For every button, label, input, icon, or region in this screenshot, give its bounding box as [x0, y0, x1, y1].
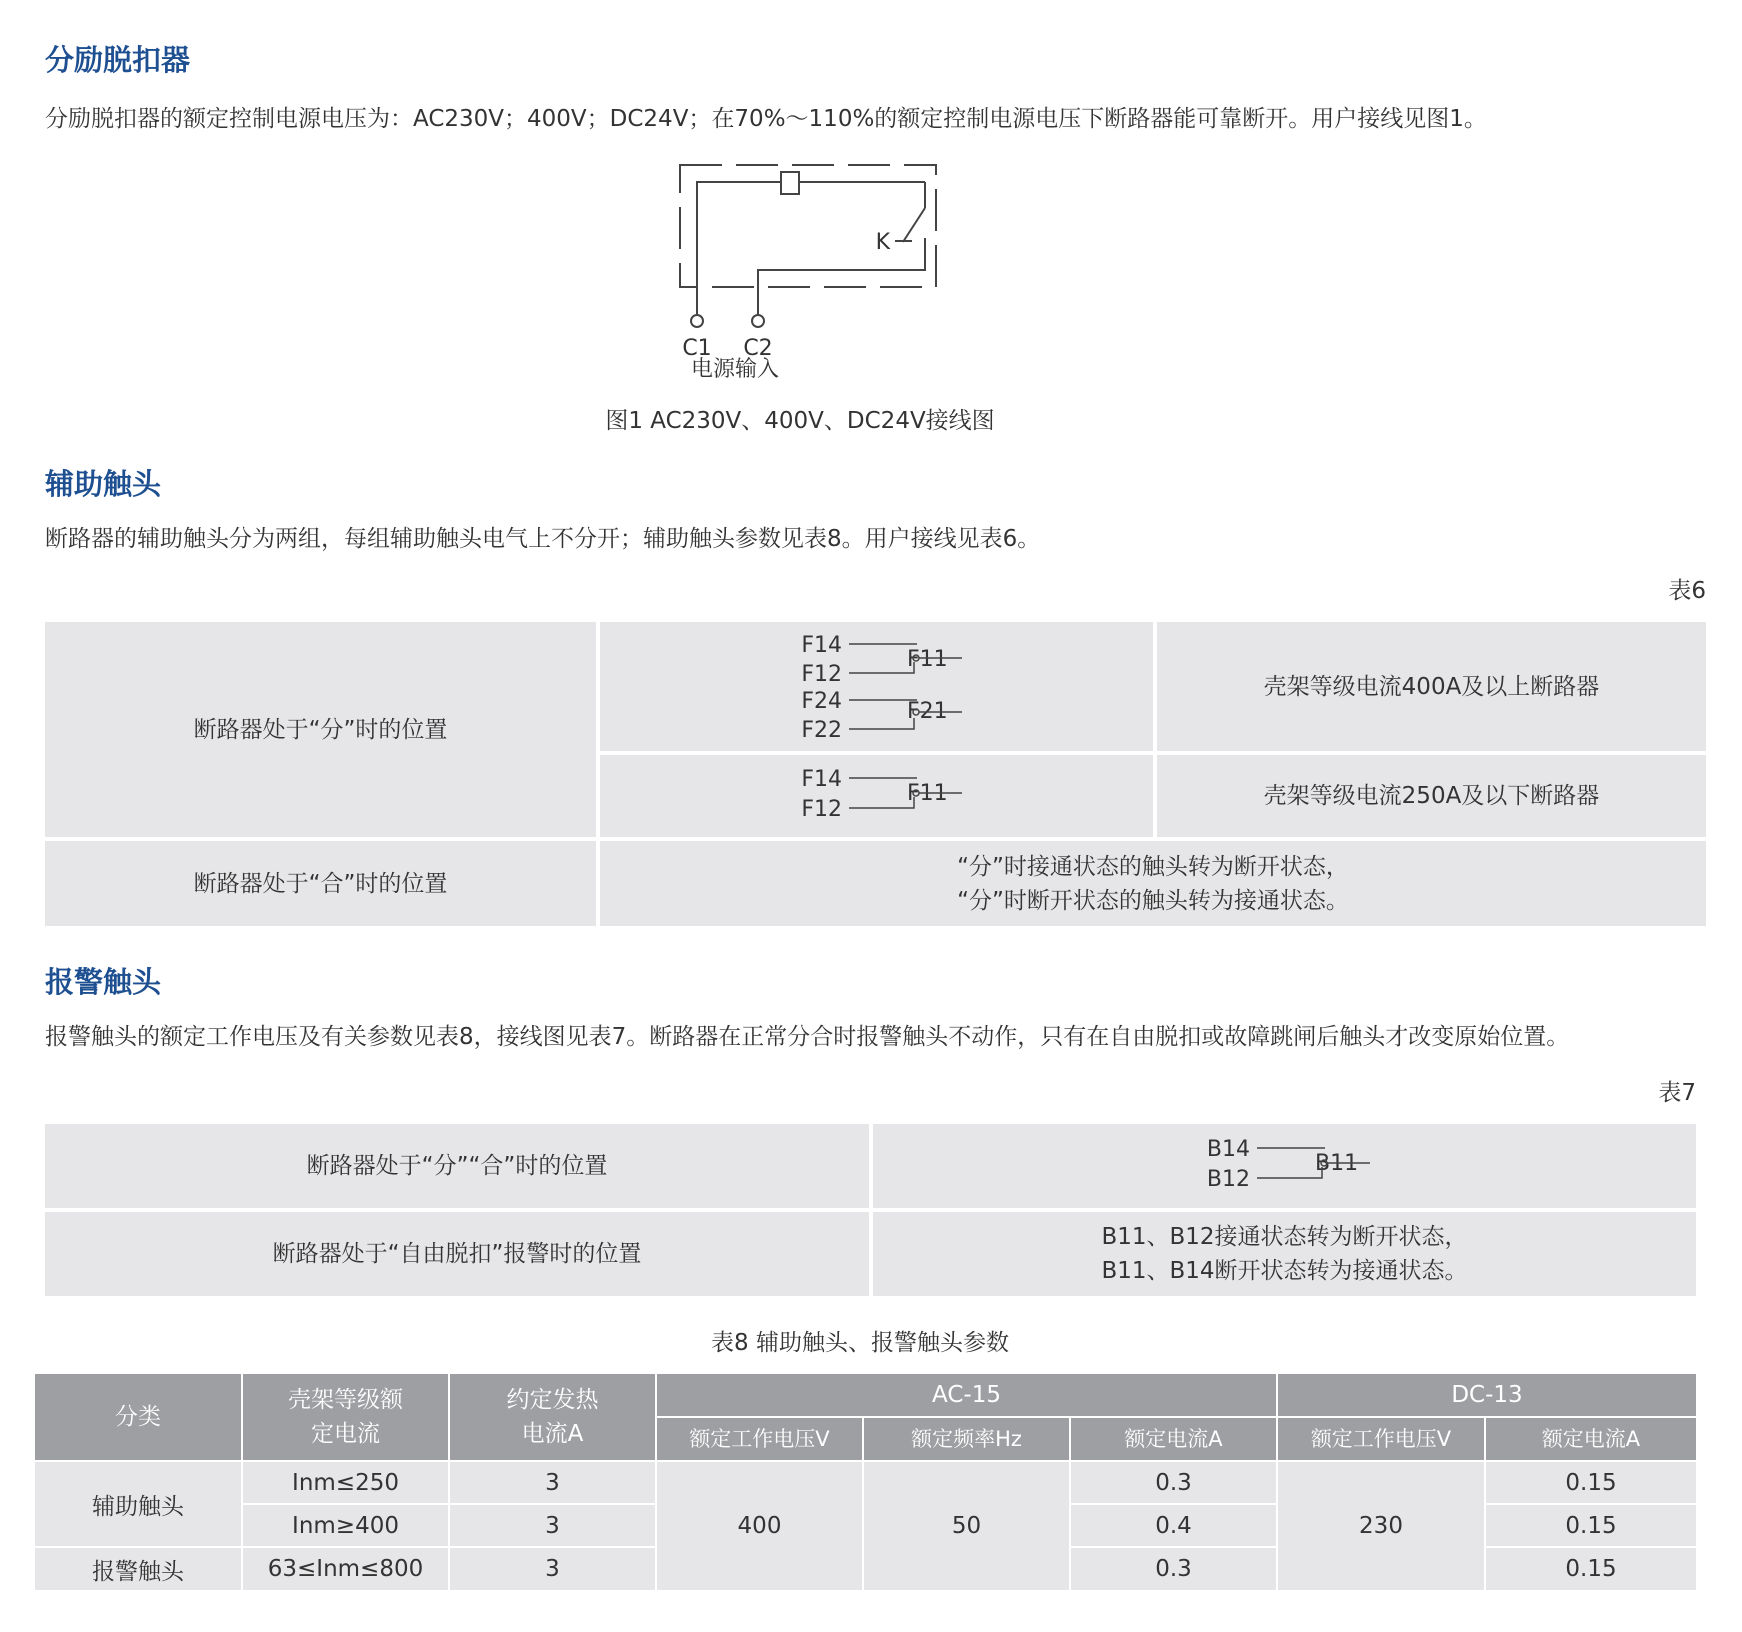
- table8-row3-ac-current: 0.3: [1071, 1548, 1276, 1590]
- label-f11: F11: [906, 781, 948, 806]
- terminal-c2-label: C2: [743, 336, 773, 361]
- label-f21: F21: [906, 699, 948, 724]
- table7-label: 表7: [1658, 1080, 1696, 1106]
- table6-row1b-diagram: [600, 755, 1153, 837]
- table7-row2-label: 断路器处于“自由脱扣”报警时的位置: [45, 1212, 869, 1296]
- table6-row1a-desc: 壳架等级电流400A及以上断路器: [1157, 622, 1706, 751]
- table6-row2-label: 断路器处于“合”时的位置: [45, 841, 596, 926]
- terminal-c1-label: C1: [682, 336, 712, 361]
- section-title-auxiliary-contacts: 辅助触头: [45, 467, 162, 501]
- table6-row2-desc: “分”时接通状态的触头转为断开状态， “分”时断开状态的触头转为接通状态。: [600, 841, 1706, 926]
- label-f12: F12: [800, 797, 842, 822]
- table8-header-ac-frequency: 额定频率Hz: [864, 1418, 1069, 1460]
- table8-header-dc13: DC-13: [1278, 1374, 1696, 1416]
- table8-header-ac-current: 额定电流A: [1071, 1418, 1276, 1460]
- table8-row1-ac-current: 0.3: [1071, 1462, 1276, 1503]
- table7-row2-desc: B11、B12接通状态转为断开状态， B11、B14断开状态转为接通状态。: [873, 1212, 1696, 1296]
- label-f11: F11: [906, 647, 948, 672]
- table8-row2-thermal: 3: [450, 1505, 655, 1546]
- table8-ac-voltage-value: 400: [657, 1462, 862, 1590]
- alarm-contacts-description: 报警触头的额定工作电压及有关参数见表8，接线图见表7。断路器在正常分合时报警触头不动作，只有在自由脱扣或故障跳闸后触头才改变原始位置。: [45, 1024, 1570, 1050]
- table8-row2-ac-current: 0.4: [1071, 1505, 1276, 1546]
- table8-header-frame-current: 壳架等级额 定电流: [243, 1374, 448, 1460]
- table8-header-ac-voltage: 额定工作电压V: [657, 1418, 862, 1460]
- table8-group-auxiliary: 辅助触头: [35, 1462, 241, 1546]
- label-f22: F22: [800, 718, 842, 743]
- table8-header-thermal-current: 约定发热 电流A: [450, 1374, 655, 1460]
- table8-header-ac15: AC-15: [657, 1374, 1276, 1416]
- table8-header-category: 分类: [35, 1374, 241, 1460]
- table8-row2-dc-current: 0.15: [1486, 1505, 1696, 1546]
- wire-c2: [758, 238, 925, 315]
- table8-row3-frame: 63≤Inm≤800: [243, 1548, 448, 1590]
- table7-row1-diagram: [873, 1124, 1696, 1208]
- enclosure-dashed-box: [680, 165, 936, 287]
- shunt-release-description: 分励脱扣器的额定控制电源电压为：AC230V；400V；DC24V；在70%～110%的额定控制电源电压下断路器能可靠断开。用户接线见图1。: [45, 106, 1487, 132]
- table7-row1-label: 断路器处于“分”“合”时的位置: [45, 1124, 869, 1208]
- coil-symbol: [781, 172, 799, 194]
- table8-row1-frame: Inm≤250: [243, 1462, 448, 1503]
- label-f14: F14: [800, 767, 842, 792]
- wire-c1: [697, 182, 925, 315]
- power-input-label: 电源输入: [690, 357, 779, 382]
- alarm-contact-diagram: [1135, 1124, 1435, 1208]
- section-title-alarm-contacts: 报警触头: [45, 965, 162, 999]
- table8-ac-frequency-value: 50: [864, 1462, 1069, 1590]
- switch-k: [903, 208, 925, 242]
- label-f12: F12: [800, 662, 842, 687]
- table6-row1a-diagram: [600, 622, 1153, 751]
- terminal-c1: [691, 315, 703, 327]
- figure1-caption: 图1 AC230V、400V、DC24V接线图: [605, 408, 995, 434]
- contact-diagram-f1: [727, 755, 1027, 837]
- table8-row1-dc-current: 0.15: [1486, 1462, 1696, 1503]
- table6-row1b-desc: 壳架等级电流250A及以下断路器: [1157, 755, 1706, 837]
- table8-row3-thermal: 3: [450, 1548, 655, 1590]
- table6-label: 表6: [1668, 578, 1706, 604]
- label-b12: B12: [1206, 1167, 1250, 1192]
- switch-k-label: K: [875, 230, 890, 255]
- table8-caption: 表8 辅助触头、报警触头参数: [711, 1330, 1009, 1356]
- table8-row1-thermal: 3: [450, 1462, 655, 1503]
- label-f24: F24: [800, 689, 842, 714]
- table8-dc-voltage-value: 230: [1278, 1462, 1484, 1590]
- table8-group-alarm: 报警触头: [35, 1548, 241, 1590]
- label-b11: B11: [1314, 1151, 1358, 1176]
- terminal-c2: [752, 315, 764, 327]
- label-b14: B14: [1206, 1137, 1250, 1162]
- shunt-release-wiring-diagram: [650, 150, 950, 380]
- contact-diagram-f1-f2: [727, 622, 1027, 751]
- table8-header-dc-current: 额定电流A: [1486, 1418, 1696, 1460]
- section-title-shunt-release: 分励脱扣器: [45, 43, 191, 77]
- label-f14: F14: [800, 633, 842, 658]
- table8-row3-dc-current: 0.15: [1486, 1548, 1696, 1590]
- auxiliary-contacts-description: 断路器的辅助触头分为两组，每组辅助触头电气上不分开；辅助触头参数见表8。用户接线见表6。: [45, 526, 1041, 552]
- table6-row1-label: 断路器处于“分”时的位置: [45, 622, 596, 837]
- table8-row2-frame: Inm≥400: [243, 1505, 448, 1546]
- table8-header-dc-voltage: 额定工作电压V: [1278, 1418, 1484, 1460]
